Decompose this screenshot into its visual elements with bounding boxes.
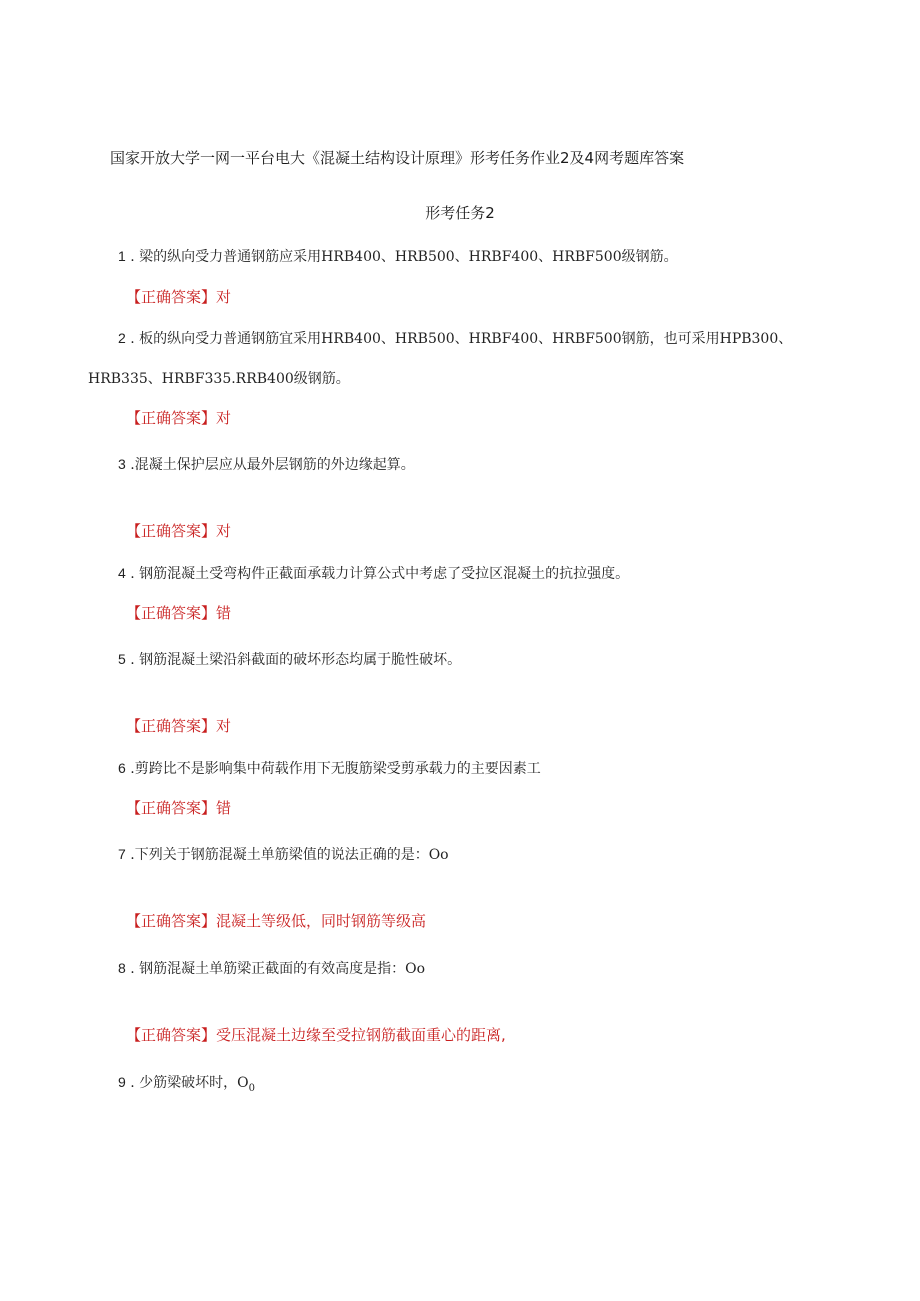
answer-label: 【正确答案】: [126, 1026, 217, 1044]
section-title: 形考任务2: [425, 204, 495, 222]
answer-line: [126, 798, 231, 818]
question-number: 1: [118, 248, 126, 264]
answer-line: [126, 521, 231, 541]
question-item: [118, 246, 678, 267]
answer-label: 【正确答案】: [126, 912, 217, 930]
answer-text: 对: [216, 409, 232, 427]
answer-text: 混凝土等级低，同时钢筋等级高: [216, 912, 427, 930]
answer-line: [126, 1025, 506, 1045]
question-text: . 钢筋混凝土单筋梁正截面的有效高度是指：Oo: [125, 961, 426, 977]
question-item: [118, 1072, 255, 1099]
question-item: [118, 844, 449, 865]
answer-label: 【正确答案】: [126, 409, 217, 427]
question-item: [118, 563, 629, 584]
question-text: .下列关于钢筋混凝土单筋梁值的说法正确的是：Oo: [125, 847, 449, 863]
answer-text: 错: [216, 799, 232, 817]
question-text: . 钢筋混凝土梁沿斜截面的破坏形态均属于脆性破坏。: [125, 652, 462, 668]
answer-label: 【正确答案】: [126, 522, 217, 540]
question-number: 2: [118, 330, 126, 346]
answer-label: 【正确答案】: [126, 288, 217, 306]
question-text: .混凝土保护层应从最外层钢筋的外边缘起算。: [125, 457, 415, 473]
question-item: [118, 758, 541, 779]
question-number: 5: [118, 651, 126, 667]
answer-line: [126, 911, 426, 931]
question-item: [118, 958, 425, 979]
question-number: 6: [118, 760, 126, 776]
question-number: 8: [118, 960, 126, 976]
question-text: . 钢筋混凝土受弯构件正截面承载力计算公式中考虑了受拉区混凝土的抗拉强度。: [125, 566, 630, 582]
answer-line: [126, 716, 231, 736]
question-item: [118, 328, 792, 349]
answer-text: 错: [216, 604, 232, 622]
answer-text: 对: [216, 288, 232, 306]
question-text: . 板的纵向受力普通钢筋宜采用HRB400、HRB500、HRBF400、HRBF500钢筋，也可采用HPB300、: [125, 331, 793, 347]
question-item: [118, 649, 461, 670]
answer-label: 【正确答案】: [126, 604, 217, 622]
question-text-continued: HRB335、HRBF335.RRB400级钢筋。: [88, 371, 350, 387]
answer-text: 受压混凝土边缘至受拉钢筋截面重心的距离,: [216, 1026, 506, 1044]
answer-text: 对: [216, 522, 232, 540]
answer-line: [126, 408, 231, 428]
question-text: .剪跨比不是影响集中荷载作用下无腹筋梁受剪承载力的主要因素工: [125, 761, 541, 777]
answer-label: 【正确答案】: [126, 717, 217, 735]
question-item: [118, 454, 415, 475]
answer-label: 【正确答案】: [126, 799, 217, 817]
question-subscript: 0: [248, 1082, 255, 1094]
answer-line: [126, 287, 231, 307]
question-number: 3: [118, 456, 126, 472]
document-title: 国家开放大学一网一平台电大《混凝土结构设计原理》形考任务作业2及4网考题库答案: [110, 149, 685, 167]
question-text: . 少筋梁破坏时，O: [125, 1075, 249, 1091]
question-number: 9: [118, 1074, 126, 1090]
answer-line: [126, 603, 231, 623]
answer-text: 对: [216, 717, 232, 735]
question-number: 4: [118, 565, 126, 581]
question-text: . 梁的纵向受力普通钢筋应采用HRB400、HRB500、HRBF400、HRBF500级钢筋。: [125, 249, 678, 265]
question-number: 7: [118, 846, 126, 862]
